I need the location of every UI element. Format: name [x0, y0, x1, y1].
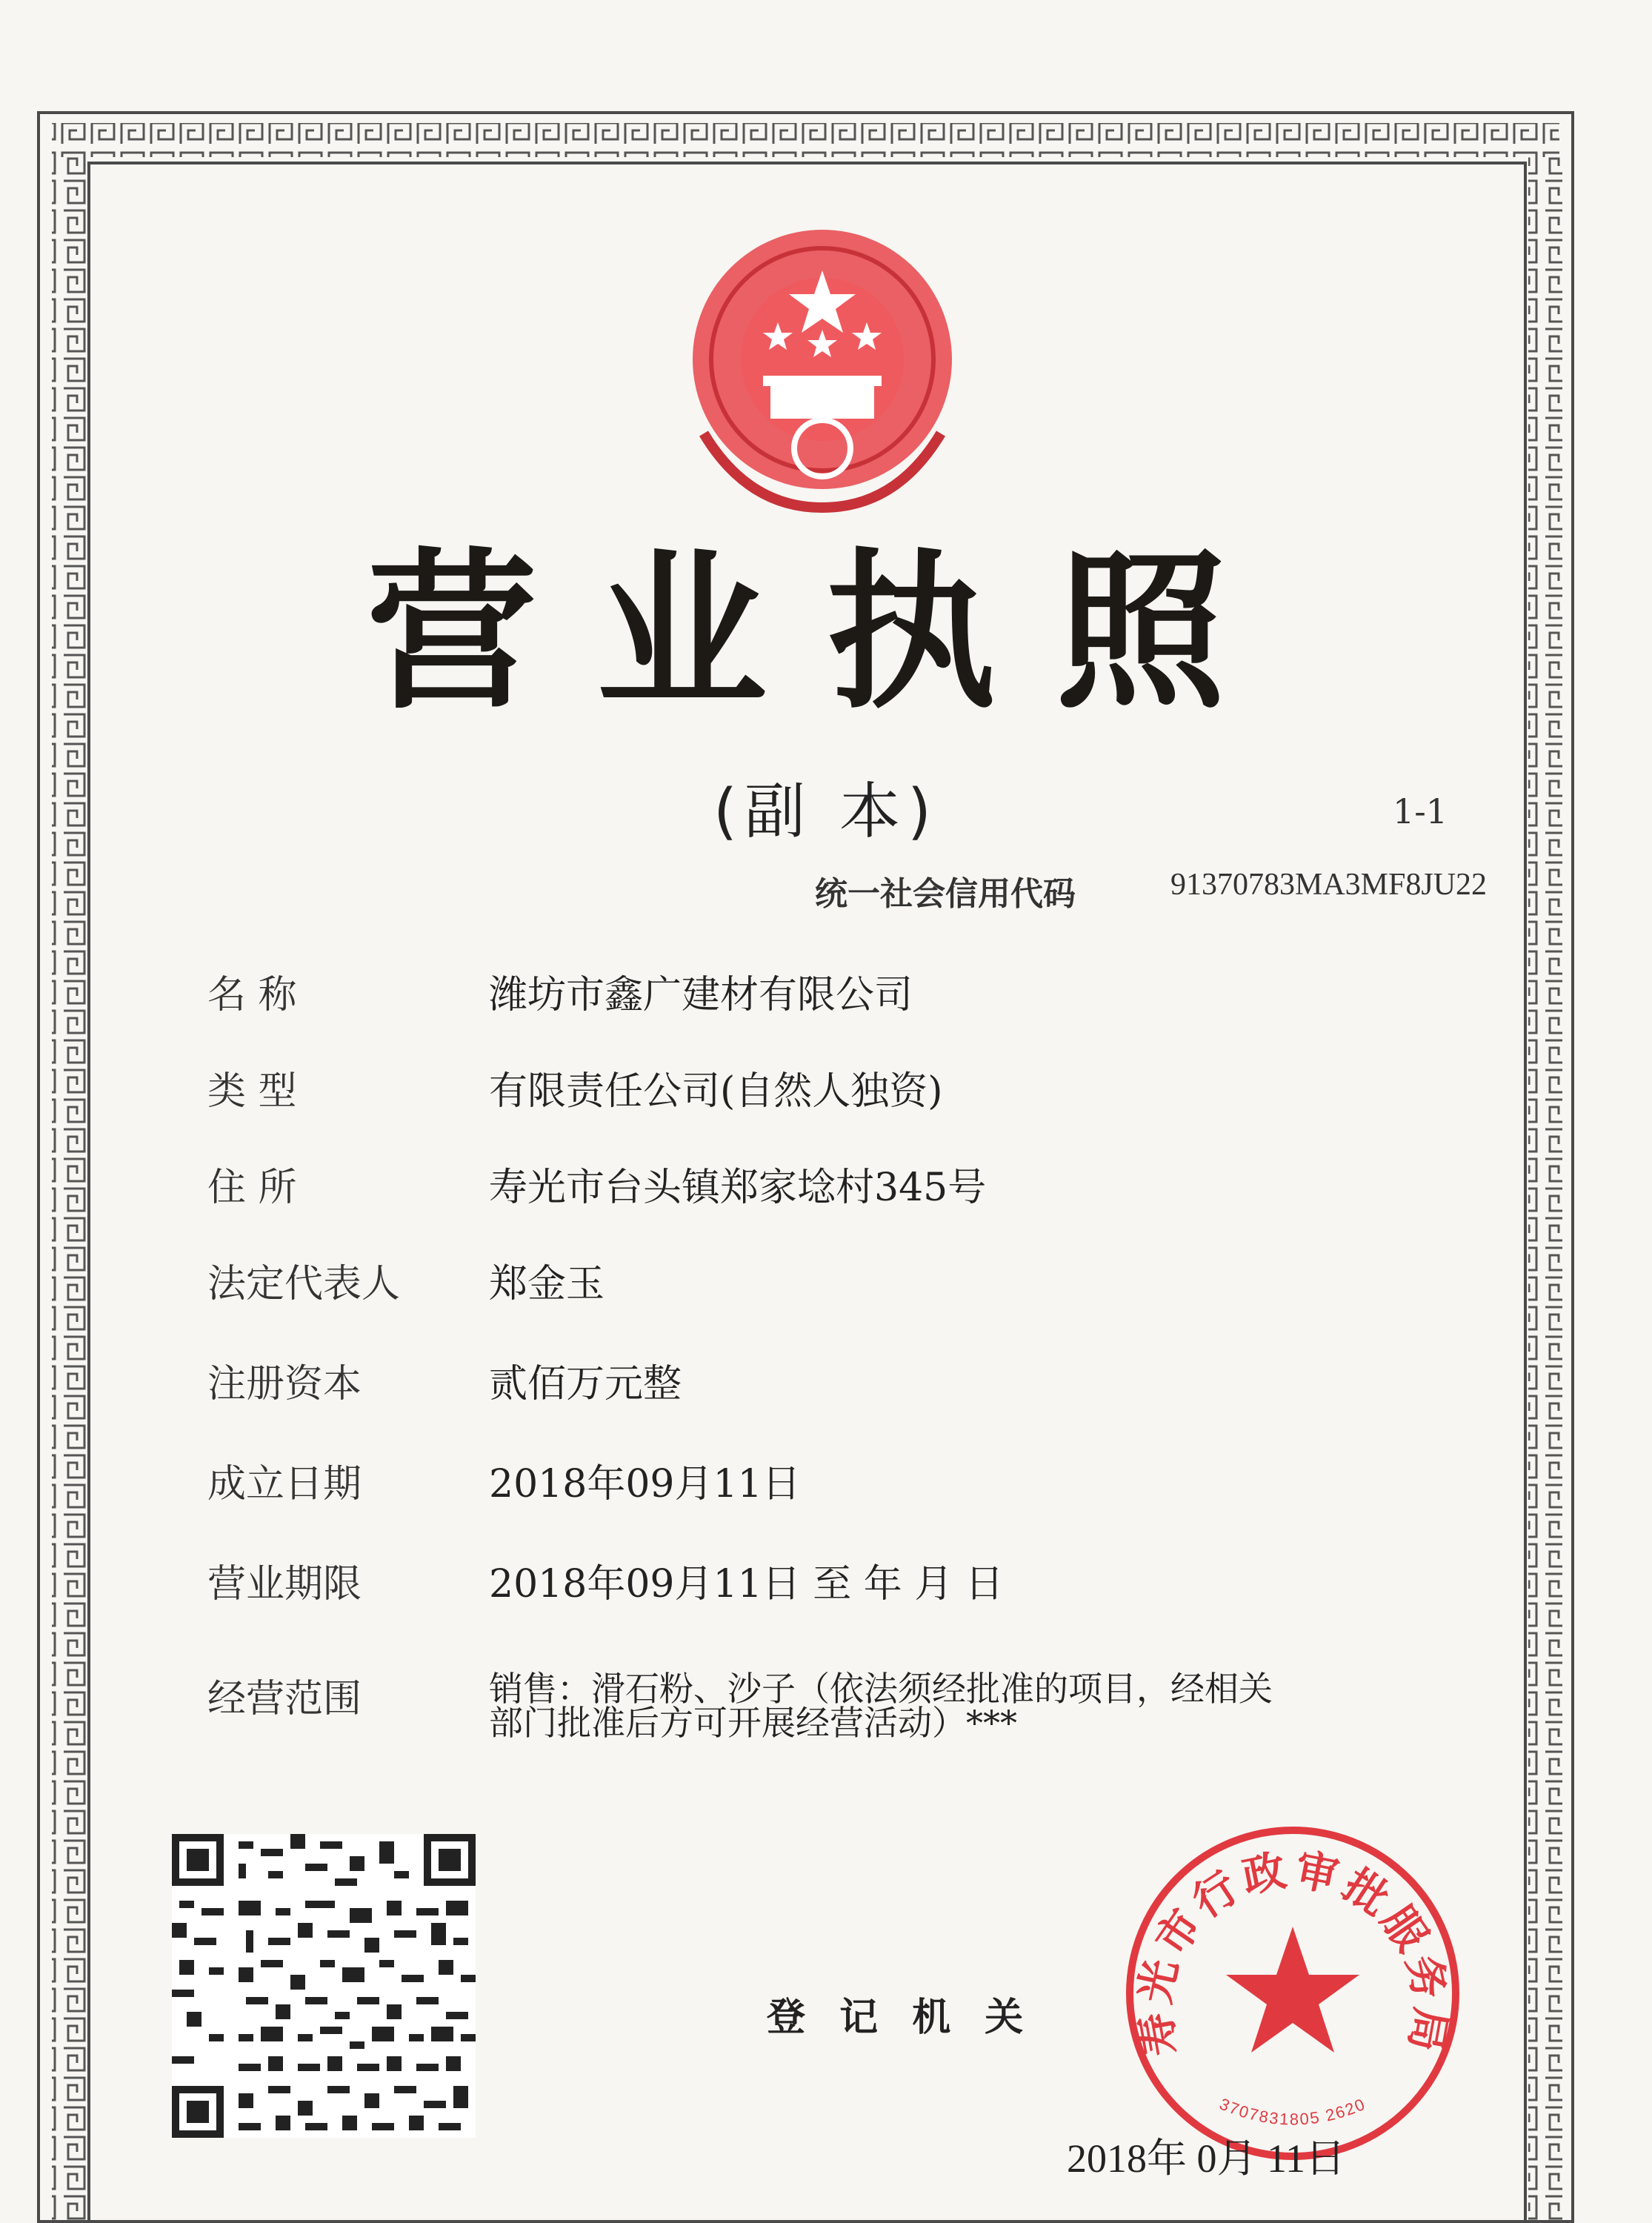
field-establishment-date: [207, 1452, 1541, 1512]
qr-code: [172, 1834, 476, 2138]
field-value: 潍坊市鑫广建材有限公司: [489, 973, 913, 1017]
registration-authority-label: 登 记 机 关: [767, 1996, 1034, 2040]
field-registered-capital: [207, 1352, 1541, 1412]
document-subtitle: (副 本): [713, 777, 939, 847]
field-type: [207, 1060, 1541, 1119]
svg-text:3707831805 2620: 3707831805 2620: [1216, 2094, 1369, 2129]
field-label: 类 型: [207, 1069, 297, 1114]
field-legal-representative: [207, 1252, 1541, 1312]
field-value: 寿光市台头镇郑家埝村345号: [489, 1166, 987, 1210]
official-seal: [1115, 1815, 1471, 2171]
field-address: [207, 1156, 1541, 1215]
field-business-term: [207, 1552, 1541, 1612]
field-label: 营业期限: [207, 1562, 362, 1606]
credit-code-label: 统一社会信用代码: [815, 875, 1076, 913]
issue-date: 2018年 0月 11日: [1067, 2136, 1345, 2181]
field-business-scope: [207, 1667, 1541, 1756]
document-title: 营业执照: [367, 534, 1285, 732]
field-value: 郑金玉: [489, 1262, 605, 1306]
field-value: 有限责任公司(自然人独资): [489, 1069, 943, 1114]
field-value: 销售：滑石粉、沙子（依法须经批准的项目，经相关部门批准后方可开展经营活动）***: [489, 1669, 1273, 1743]
field-value: 贰佰万元整: [489, 1362, 682, 1406]
field-label: 住 所: [207, 1166, 297, 1210]
field-label: 注册资本: [207, 1362, 362, 1406]
national-emblem: [659, 211, 985, 537]
field-value: 2018年09月11日 至 年 月 日: [489, 1562, 1004, 1606]
field-value: 2018年09月11日: [489, 1462, 801, 1506]
credit-code-value: 91370783MA3MF8JU22: [1170, 868, 1488, 902]
field-label: 名 称: [207, 973, 297, 1017]
field-label: 法定代表人: [207, 1262, 401, 1306]
field-label: 经营范围: [207, 1677, 362, 1721]
field-label: 成立日期: [207, 1462, 362, 1506]
field-name: [207, 963, 1541, 1023]
svg-text:寿光市行政审批服务局: 寿光市行政审批服务局: [1128, 1844, 1457, 2060]
copy-number: 1-1: [1393, 791, 1448, 831]
